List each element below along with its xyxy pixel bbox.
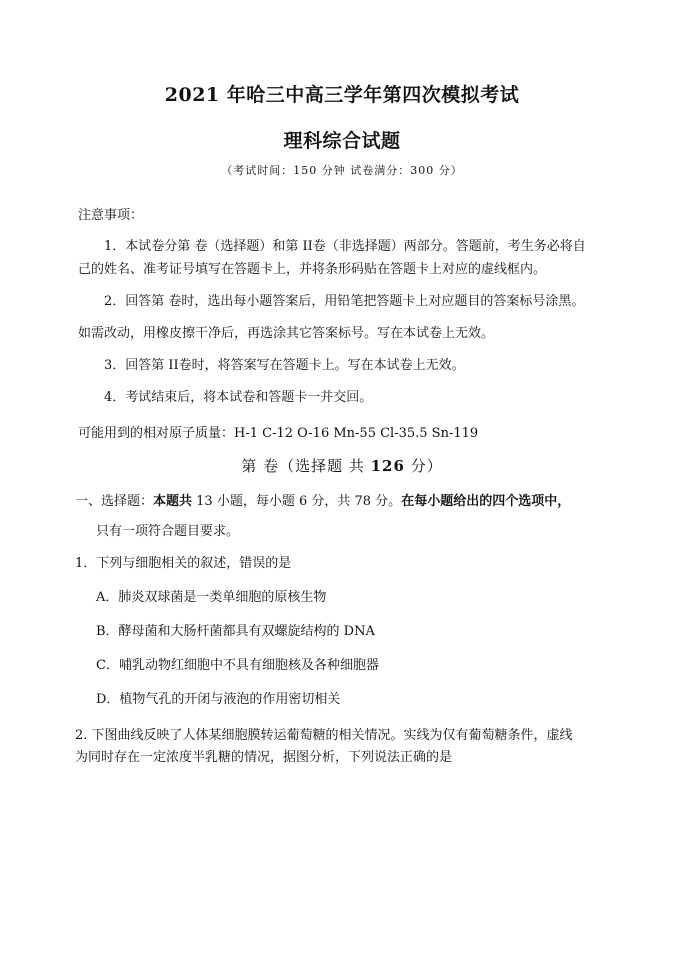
instruction-bold-1: 本题共 (153, 494, 193, 509)
notes-heading: 注意事项： (78, 208, 144, 223)
question-1-option-d: D．植物气孔的开闭与液泡的作用密切相关 (96, 692, 341, 707)
section-instruction (75, 490, 570, 509)
question-2-stem-line-1: 2. 下图曲线反映了人体某细胞膜转运葡萄糖的相关情况。实线为仅有葡萄糖条件，虚线 (75, 728, 573, 743)
exam-subtitle: 理科综合试题 (283, 130, 401, 152)
instruction-bold-2: 在每小题给出的四个选项中， (401, 494, 571, 509)
section-instruction-line-2: 只有一项符合题目要求。 (96, 524, 240, 539)
note-item-3: 3．回答第 II卷时，将答案写在答题卡上。写在本试卷上无效。 (104, 358, 465, 373)
note-item-2-line-2: 如需改动，用橡皮擦干净后，再选涂其它答案标号。写在本试卷上无效。 (78, 326, 495, 341)
question-1-stem: 1．下列与细胞相关的叙述，错误的是 (75, 556, 292, 571)
instruction-mid: 13 小题，每小题 6 分，共 78 分。 (192, 494, 402, 509)
note-item-2-line-1: 2．回答第 卷时，选出每小题答案后，用铅笔把答题卡上对应题目的答案标号涂黑。 (104, 294, 585, 309)
note-item-4: 4．考试结束后，将本试卷和答题卡一并交回。 (104, 390, 373, 405)
question-1-option-a: A．肺炎双球菌是一类单细胞的原核生物 (96, 590, 327, 605)
note-item-1-line-1: 1．本试卷分第 卷（选择题）和第 II卷（非选择题）两部分。答题前，考生务必将自 (104, 239, 586, 254)
section-title-prefix: 第 卷（选择题 共 (241, 457, 371, 475)
question-2-stem-line-2: 为同时存在一定浓度半乳糖的情况，据图分析，下列说法正确的是 (75, 750, 453, 765)
section-title (0, 455, 684, 476)
section-title-score: 126 (370, 457, 405, 475)
question-1-option-c: C．哺乳动物红细胞中不具有细胞核及各种细胞器 (96, 658, 379, 673)
exam-time-note: （考试时间：150 分钟 试卷满分：300 分） (221, 164, 463, 177)
note-item-1-line-2: 己的姓名、准考证号填写在答题卡上，并将条形码贴在答题卡上对应的虚线框内。 (78, 262, 547, 277)
atomic-masses: 可能用到的相对原子质量：H-1 C-12 O-16 Mn-55 Cl-35.5 Sn-119 (78, 426, 479, 441)
section-title-suffix: 分） (404, 457, 443, 475)
exam-title: 2021 年哈三中高三学年第四次模拟考试 (164, 84, 520, 106)
instruction-prefix: 一、选择题： (75, 494, 154, 509)
question-1-option-b: B．酵母菌和大肠杆菌都具有双螺旋结构的 DNA (96, 624, 375, 639)
